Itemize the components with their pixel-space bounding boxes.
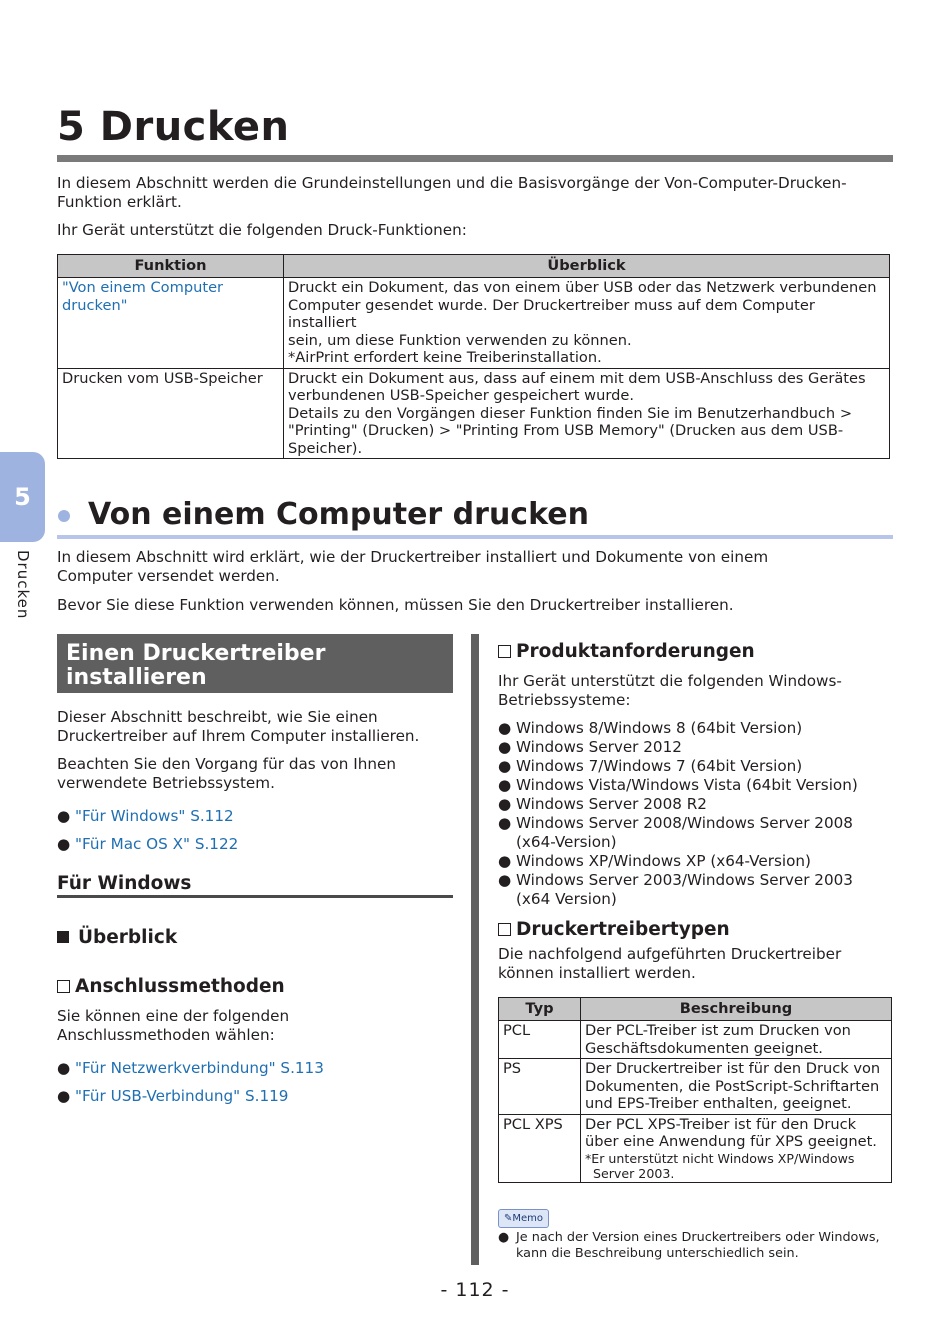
filled-square-icon xyxy=(57,931,69,943)
bullet-dot-icon: ● xyxy=(57,1059,71,1077)
connection-link-item xyxy=(57,1059,324,1078)
os-name: Windows Server 2008/Windows Server 2008 xyxy=(516,814,853,832)
list-item xyxy=(498,757,858,776)
description-cell xyxy=(581,1021,892,1059)
chapter-intro-line-1: In diesem Abschnitt werden die Grundeinstellungen und die Basisvorgänge der Von-Computer-Drucken- xyxy=(57,174,847,192)
list-item xyxy=(498,719,858,738)
function-cell xyxy=(58,368,284,459)
os-name: Windows Server 2008 R2 xyxy=(516,795,707,813)
memo-badge xyxy=(498,1209,549,1228)
driver-types-heading xyxy=(498,918,730,942)
description-line: Dokumenten, die PostScript-Schriftarten xyxy=(585,1077,880,1095)
description-line: und EPS-Treiber enthalten, geeignet. xyxy=(585,1095,852,1112)
memo-line xyxy=(498,1230,880,1246)
section-intro-line-2: Computer versendet werden. xyxy=(57,567,280,585)
description-line: Der PCL-Treiber ist zum Drucken von xyxy=(585,1022,851,1039)
chapter-side-tab-label: Drucken xyxy=(14,550,32,620)
install-desc-line-2: Druckertreiber auf Ihrem Computer installieren. xyxy=(57,727,420,745)
overview-line: "Printing" (Drucken) > "Printing From USB Memory" (Drucken aus dem USB- xyxy=(288,422,844,439)
function-table xyxy=(57,254,890,459)
requirements-heading-label: Produktanforderungen xyxy=(516,641,755,662)
os-list xyxy=(498,719,858,909)
table-row xyxy=(499,1021,892,1059)
requirements-desc-line-1: Ihr Gerät unterstützt die folgenden Windows- xyxy=(498,672,842,690)
function-label: Drucken vom USB-Speicher xyxy=(62,369,263,387)
os-name: Windows 8/Windows 8 (64bit Version) xyxy=(516,719,803,737)
memo-line xyxy=(498,1246,880,1262)
type-cell: PS xyxy=(499,1059,581,1115)
install-driver-heading-box xyxy=(57,634,453,693)
list-item xyxy=(498,852,858,871)
chapter-title: 5 Drucken xyxy=(57,104,290,150)
list-item-continuation xyxy=(498,833,858,852)
bullet-dot-icon: ● xyxy=(498,738,512,756)
connection-methods-heading xyxy=(57,975,285,999)
chapter-title-rule xyxy=(57,155,893,162)
os-name: Windows Server 2003/Windows Server 2003 xyxy=(516,871,853,889)
os-name-continuation: (x64 Version) xyxy=(516,890,617,908)
type-table-header-type: Typ xyxy=(499,998,581,1021)
os-name: Windows Vista/Windows Vista (64bit Version) xyxy=(516,776,858,794)
bullet-dot-icon: ● xyxy=(498,852,512,870)
list-item xyxy=(498,738,858,757)
windows-heading: Für Windows xyxy=(57,873,192,894)
overview-line: Druckt ein Dokument aus, dass auf einem mit dem USB-Anschluss des Gerätes xyxy=(288,369,866,387)
os-name: Windows Server 2012 xyxy=(516,738,682,756)
connection-desc-line-2: Anschlussmethoden wählen: xyxy=(57,1026,275,1044)
os-name: Windows 7/Windows 7 (64bit Version) xyxy=(516,757,803,775)
bullet-dot-icon: ● xyxy=(498,719,512,737)
column-divider xyxy=(471,634,479,1265)
table-row xyxy=(499,1114,892,1182)
install-note-line-1: Beachten Sie den Vorgang für das von Ihnen xyxy=(57,755,396,773)
bullet-dot-icon: ● xyxy=(57,1087,71,1105)
function-table-header-overview: Überblick xyxy=(284,255,890,278)
bullet-dot-icon: ● xyxy=(498,871,512,889)
empty-square-icon xyxy=(57,980,70,993)
page-number: - 112 - xyxy=(440,1279,510,1301)
network-connection-link[interactable]: "Für Netzwerkverbindung" S.113 xyxy=(75,1059,324,1077)
install-driver-heading-line-2: installieren xyxy=(66,665,207,690)
connection-link-item xyxy=(57,1087,288,1106)
install-desc-line-1: Dieser Abschnitt beschreibt, wie Sie einen xyxy=(57,708,378,726)
chapter-supports-text: Ihr Gerät unterstützt die folgenden Druck-Funktionen: xyxy=(57,221,467,239)
overview-line: Druckt ein Dokument, das von einem über USB oder das Netzwerk verbundenen xyxy=(288,279,877,296)
bullet-dot-icon: ● xyxy=(498,814,512,832)
os-name: Windows XP/Windows XP (x64-Version) xyxy=(516,852,811,870)
memo-line-1: Je nach der Version eines Druckertreibers oder Windows, xyxy=(516,1230,880,1245)
install-note-line-2: verwendete Betriebssystem. xyxy=(57,774,275,792)
overview-line: *AirPrint erfordert keine Treiberinstallation. xyxy=(288,349,602,366)
description-note-line: Server 2003. xyxy=(593,1165,675,1181)
list-item xyxy=(498,814,858,833)
mac-os-link[interactable]: "Für Mac OS X" S.122 xyxy=(75,835,239,853)
function-link-line[interactable]: "Von einem Computer xyxy=(62,279,224,296)
description-cell xyxy=(581,1059,892,1115)
usb-connection-link[interactable]: "Für USB-Verbindung" S.119 xyxy=(75,1087,289,1105)
windows-heading-rule xyxy=(57,895,453,898)
section-bullet-icon xyxy=(58,510,70,522)
overview-line: sein, um diese Funktion verwenden zu können. xyxy=(288,331,632,349)
section-title: Von einem Computer drucken xyxy=(88,497,589,532)
overview-line: Speicher). xyxy=(288,439,363,457)
description-line: Der PCL XPS-Treiber ist für den Druck xyxy=(585,1115,857,1133)
list-item xyxy=(498,871,858,890)
memo-text xyxy=(498,1230,880,1262)
requirements-desc-line-2: Betriebssysteme: xyxy=(498,691,631,709)
requirements-heading xyxy=(498,640,755,664)
description-note-line: *Er unterstützt nicht Windows XP/Windows xyxy=(585,1150,855,1166)
overview-line: verbundenen USB-Speicher gespeichert wurde. xyxy=(288,387,634,404)
bullet-dot-icon: ● xyxy=(498,757,512,775)
memo-label: Memo xyxy=(512,1213,544,1224)
overview-cell xyxy=(284,368,890,459)
chapter-intro-line-2: Funktion erklärt. xyxy=(57,193,182,211)
bullet-dot-icon: ● xyxy=(498,776,512,794)
section-intro-line-1: In diesem Abschnitt wird erklärt, wie der Druckertreiber installiert und Dokumente von einem xyxy=(57,548,769,566)
bullet-dot-icon: ● xyxy=(57,835,71,853)
connection-desc-line-1: Sie können eine der folgenden xyxy=(57,1007,290,1025)
overview-heading-label: Überblick xyxy=(78,927,178,948)
bullet-dot-icon: ● xyxy=(498,1230,510,1245)
driver-type-table xyxy=(498,997,892,1183)
driver-types-desc-line-1: Die nachfolgend aufgeführten Druckertreiber xyxy=(498,945,842,963)
bullet-dot-icon: ● xyxy=(57,807,71,825)
description-line: über eine Anwendung für XPS geeignet. xyxy=(585,1133,877,1150)
table-row xyxy=(499,1059,892,1115)
empty-square-icon xyxy=(498,923,511,936)
os-link-item xyxy=(57,835,238,854)
section-title-rule xyxy=(57,535,893,539)
type-table-header-description: Beschreibung xyxy=(581,998,892,1021)
overview-heading xyxy=(57,926,177,950)
list-item-continuation xyxy=(498,890,858,909)
type-cell: PCL xyxy=(499,1021,581,1059)
overview-line: Computer gesendet wurde. Der Druckertreiber muss auf dem Computer installiert xyxy=(288,296,815,331)
windows-link[interactable]: "Für Windows" S.112 xyxy=(75,807,234,825)
table-row xyxy=(58,278,890,369)
overview-cell xyxy=(284,278,890,369)
os-name-continuation: (x64-Version) xyxy=(516,833,617,851)
section-before-text: Bevor Sie diese Funktion verwenden können, müssen Sie den Druckertreiber installieren. xyxy=(57,596,734,614)
function-cell[interactable] xyxy=(58,278,284,369)
description-cell xyxy=(581,1114,892,1182)
driver-types-heading-label: Druckertreibertypen xyxy=(516,919,730,940)
memo-pencil-icon: ✎ xyxy=(503,1213,513,1224)
driver-types-desc-line-2: können installiert werden. xyxy=(498,964,696,982)
description-line: Geschäftsdokumenten geeignet. xyxy=(585,1039,823,1057)
type-cell: PCL XPS xyxy=(499,1114,581,1182)
function-link-line[interactable]: drucken" xyxy=(62,296,128,314)
empty-square-icon xyxy=(498,645,511,658)
memo-line-2: kann die Beschreibung unterschiedlich sein. xyxy=(516,1246,799,1261)
function-table-header-function: Funktion xyxy=(58,255,284,278)
chapter-side-tab-number: 5 xyxy=(14,483,31,511)
overview-line: Details zu den Vorgängen dieser Funktion finden Sie im Benutzerhandbuch > xyxy=(288,404,853,422)
install-driver-heading-line-1: Einen Druckertreiber xyxy=(66,641,326,666)
list-item xyxy=(498,776,858,795)
os-link-item xyxy=(57,807,234,826)
description-line: Der Druckertreiber ist für den Druck von xyxy=(585,1060,881,1077)
table-row xyxy=(58,368,890,459)
connection-methods-label: Anschlussmethoden xyxy=(75,976,285,997)
bullet-dot-icon: ● xyxy=(498,795,512,813)
list-item xyxy=(498,795,858,814)
